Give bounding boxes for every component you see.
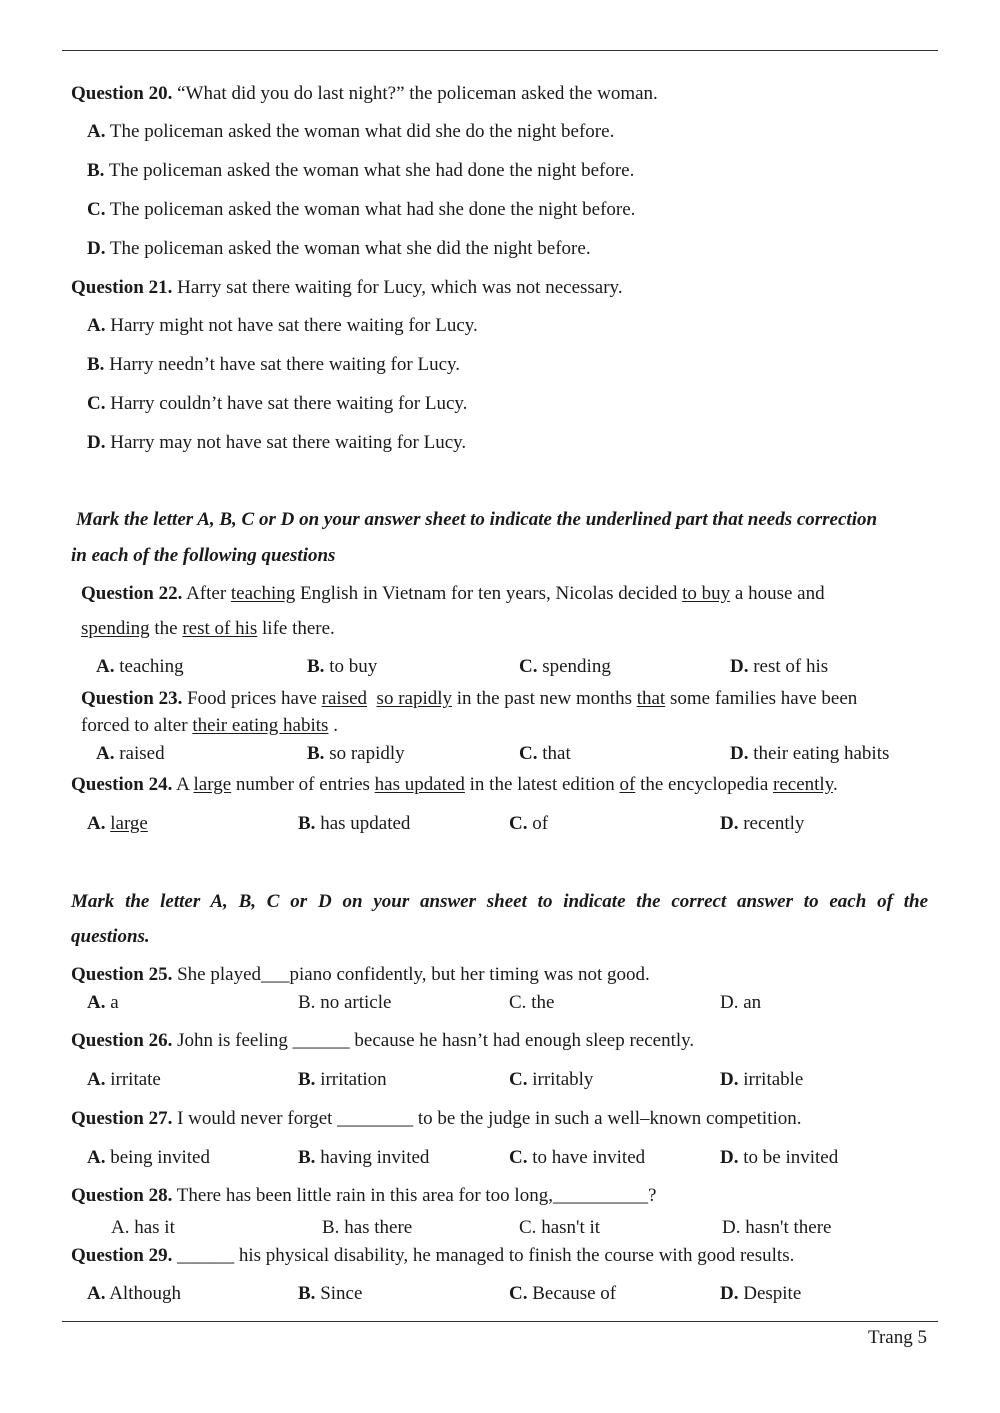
option-letter: C. — [509, 1069, 528, 1090]
text-part — [367, 688, 377, 709]
q21-option-c[interactable] — [87, 392, 467, 416]
option-text: Harry may not have sat there waiting for Lucy. — [110, 432, 467, 453]
instruction-answer-line1: Mark the letter A, B, C or D on your answer sheet to indicate the correct answer to each of the — [71, 891, 928, 912]
option-letter: C. — [509, 813, 528, 834]
question-label: Question 27. — [71, 1108, 173, 1129]
option-letter: A. — [87, 1147, 106, 1168]
q26-option-d[interactable] — [720, 1068, 803, 1092]
option-letter: C. — [509, 1283, 528, 1304]
option-text: irritation — [320, 1069, 387, 1090]
option-letter: D. — [730, 656, 749, 677]
q25-option-d[interactable] — [720, 991, 761, 1015]
option-letter: A. — [87, 1069, 106, 1090]
option-letter: A. — [96, 656, 115, 677]
option-text: has updated — [320, 813, 411, 834]
question-label: Question 29. — [71, 1245, 173, 1266]
question-text: John is feeling ______ because he hasn’t had enough sleep recently. — [177, 1030, 695, 1051]
q23-option-d[interactable] — [730, 742, 889, 766]
q22-option-b[interactable] — [307, 655, 377, 679]
option-text: that — [542, 743, 571, 764]
option-letter: B. — [298, 1147, 316, 1168]
option-letter: A. — [111, 1217, 130, 1238]
q21-option-b[interactable] — [87, 353, 460, 377]
option-letter: C. — [87, 393, 106, 414]
text-part: . — [832, 774, 838, 795]
q29-option-a[interactable] — [87, 1282, 181, 1306]
option-letter: B. — [298, 1283, 316, 1304]
question-23-continued — [81, 714, 338, 738]
option-letter: B. — [298, 1069, 316, 1090]
instruction-correction-line2: in each of the following questions — [71, 545, 336, 566]
underlined-part: of — [619, 774, 636, 795]
question-29 — [71, 1244, 794, 1268]
q24-option-b[interactable] — [298, 812, 410, 836]
q29-option-c[interactable] — [509, 1282, 616, 1306]
q23-option-a[interactable] — [96, 742, 165, 766]
text-part: English in Vietnam for ten years, Nicolas decided — [295, 583, 683, 604]
underlined-part: large — [193, 774, 232, 795]
option-text: The policeman asked the woman what had she done the night before. — [109, 199, 636, 220]
q27-option-d[interactable] — [720, 1146, 838, 1170]
option-text: Because of — [532, 1283, 617, 1304]
option-letter: D. — [720, 1147, 739, 1168]
q25-option-a[interactable] — [87, 991, 119, 1015]
option-letter: B. — [298, 992, 316, 1013]
option-text: Harry couldn’t have sat there waiting for Lucy. — [110, 393, 468, 414]
option-text: no article — [320, 992, 392, 1013]
underlined-part: spending — [81, 618, 150, 639]
option-letter: B. — [322, 1217, 340, 1238]
option-text: The policeman asked the woman what she had done the night before. — [108, 160, 635, 181]
option-text: of — [532, 813, 549, 834]
option-letter: D. — [722, 1217, 741, 1238]
option-letter: C. — [519, 656, 538, 677]
text-part: in the latest edition — [464, 774, 620, 795]
text-part: the encyclopedia — [635, 774, 774, 795]
option-text: an — [743, 992, 762, 1013]
option-text: irritable — [743, 1069, 804, 1090]
underlined-part: to buy — [682, 583, 731, 604]
q27-option-a[interactable] — [87, 1146, 210, 1170]
option-letter: B. — [298, 813, 316, 834]
text-part: Food prices have — [187, 688, 322, 709]
underlined-part: has updated — [374, 774, 465, 795]
text-part: . — [328, 715, 338, 736]
text-part: number of entries — [231, 774, 375, 795]
question-label: Question 20. — [71, 83, 173, 104]
q21-option-d[interactable] — [87, 431, 466, 455]
q22-option-d[interactable] — [730, 655, 828, 679]
option-text: being invited — [110, 1147, 210, 1168]
option-text: has it — [134, 1217, 175, 1238]
text-part: life there. — [257, 618, 335, 639]
text-part: a house and — [730, 583, 825, 604]
option-letter: D. — [720, 813, 739, 834]
q24-option-a[interactable] — [87, 812, 148, 836]
question-24 — [71, 773, 838, 797]
question-label: Question 26. — [71, 1030, 173, 1051]
option-letter: A. — [87, 813, 106, 834]
option-text: The policeman asked the woman what did she do the night before. — [109, 121, 615, 142]
option-text: to be invited — [743, 1147, 839, 1168]
option-text: large — [110, 813, 148, 834]
question-22 — [81, 582, 825, 606]
question-label: Question 24. — [71, 774, 173, 795]
q20-option-c[interactable] — [87, 198, 635, 222]
question-label: Question 28. — [71, 1185, 173, 1206]
bottom-rule — [62, 1321, 938, 1322]
option-text: Harry might not have sat there waiting for Lucy. — [110, 315, 478, 336]
question-label: Question 21. — [71, 277, 173, 298]
option-letter: C. — [519, 743, 538, 764]
option-text: irritate — [110, 1069, 161, 1090]
question-label: Question 25. — [71, 964, 173, 985]
option-text: has there — [344, 1217, 413, 1238]
option-text: a — [110, 992, 119, 1013]
question-text: Harry sat there waiting for Lucy, which was not necessary. — [177, 277, 623, 298]
q22-option-c[interactable] — [519, 655, 611, 679]
question-21 — [71, 276, 623, 300]
option-letter: D. — [730, 743, 749, 764]
option-text: the — [531, 992, 555, 1013]
q29-option-b[interactable] — [298, 1282, 362, 1306]
text-part: After — [186, 583, 231, 604]
text-part: some families have been — [665, 688, 858, 709]
q24-option-c[interactable] — [509, 812, 548, 836]
option-text: hasn't there — [745, 1217, 832, 1238]
top-rule — [62, 50, 938, 51]
instruction-correction-line1: Mark the letter A, B, C or D on your answer sheet to indicate the underlined part that needs correction — [76, 509, 878, 530]
option-letter: A. — [87, 1283, 106, 1304]
question-text: I would never forget ________ to be the judge in such a well–known competition. — [177, 1108, 802, 1129]
q28-option-c[interactable] — [519, 1216, 600, 1240]
question-text: She played___piano confidently, but her timing was not good. — [177, 964, 650, 985]
q28-option-d[interactable] — [722, 1216, 832, 1240]
q23-option-c[interactable] — [519, 742, 571, 766]
text-part: the — [149, 618, 183, 639]
q26-option-b[interactable] — [298, 1068, 387, 1092]
option-letter: B. — [307, 656, 325, 677]
question-label: Question 22. — [81, 583, 183, 604]
question-label: Question 23. — [81, 688, 183, 709]
q21-option-a[interactable] — [87, 314, 478, 338]
underlined-part: recently — [773, 774, 833, 795]
option-text: Harry needn’t have sat there waiting for Lucy. — [109, 354, 461, 375]
underlined-part: so rapidly — [376, 688, 453, 709]
question-26 — [71, 1029, 694, 1053]
option-text: recently — [743, 813, 805, 834]
underlined-part: raised — [321, 688, 368, 709]
question-27 — [71, 1107, 802, 1131]
q20-option-d[interactable] — [87, 237, 591, 261]
option-letter: A. — [87, 315, 106, 336]
question-text: There has been little rain in this area for too long,__________? — [176, 1185, 657, 1206]
option-letter: D. — [720, 992, 739, 1013]
q27-option-c[interactable] — [509, 1146, 645, 1170]
option-text: The policeman asked the woman what she did the night before. — [109, 238, 591, 259]
q26-option-a[interactable] — [87, 1068, 161, 1092]
question-25 — [71, 963, 650, 987]
option-letter: C. — [509, 1147, 528, 1168]
q28-option-a[interactable] — [111, 1216, 175, 1240]
q26-option-c[interactable] — [509, 1068, 593, 1092]
question-text: ______ his physical disability, he managed to finish the course with good results. — [177, 1245, 795, 1266]
option-text: their eating habits — [753, 743, 890, 764]
page-number: Trang 5 — [868, 1327, 927, 1348]
option-letter: A. — [87, 992, 106, 1013]
option-text: Despite — [743, 1283, 802, 1304]
option-letter: D. — [87, 432, 106, 453]
option-letter: B. — [87, 160, 105, 181]
question-23 — [81, 687, 857, 711]
option-letter: D. — [720, 1283, 739, 1304]
question-22-continued — [81, 617, 335, 641]
text-part: A — [176, 774, 194, 795]
option-letter: C. — [87, 199, 106, 220]
option-text: having invited — [320, 1147, 430, 1168]
option-letter: A. — [87, 121, 106, 142]
question-28 — [71, 1184, 656, 1208]
text-part: forced to alter — [81, 715, 193, 736]
option-letter: B. — [307, 743, 325, 764]
instruction-answer-line2: questions. — [71, 926, 150, 947]
underlined-part: their eating habits — [192, 715, 329, 736]
underlined-part: rest of his — [182, 618, 258, 639]
q22-option-a[interactable] — [96, 655, 184, 679]
option-text: teaching — [119, 656, 184, 677]
q20-option-a[interactable] — [87, 120, 614, 144]
option-text: hasn't it — [541, 1217, 601, 1238]
option-text: raised — [119, 743, 165, 764]
question-text: “What did you do last night?” the policeman asked the woman. — [177, 83, 658, 104]
underlined-part: teaching — [230, 583, 296, 604]
option-text: spending — [542, 656, 611, 677]
underlined-part: that — [636, 688, 666, 709]
option-letter: D. — [720, 1069, 739, 1090]
option-text: Since — [320, 1283, 363, 1304]
q29-option-d[interactable] — [720, 1282, 801, 1306]
option-letter: A. — [96, 743, 115, 764]
q25-option-c[interactable] — [509, 991, 554, 1015]
option-letter: B. — [87, 354, 105, 375]
option-text: irritably — [532, 1069, 594, 1090]
option-text: rest of his — [753, 656, 829, 677]
q25-option-b[interactable] — [298, 991, 391, 1015]
question-20 — [71, 82, 658, 106]
option-letter: C. — [509, 992, 527, 1013]
q23-option-b[interactable] — [307, 742, 405, 766]
option-text: so rapidly — [329, 743, 405, 764]
option-letter: C. — [519, 1217, 537, 1238]
option-text: to buy — [329, 656, 378, 677]
text-part: in the past new months — [452, 688, 637, 709]
q20-option-b[interactable] — [87, 159, 634, 183]
option-text: to have invited — [532, 1147, 646, 1168]
q28-option-b[interactable] — [322, 1216, 412, 1240]
option-letter: D. — [87, 238, 106, 259]
q24-option-d[interactable] — [720, 812, 804, 836]
q27-option-b[interactable] — [298, 1146, 429, 1170]
option-text: Although — [109, 1283, 181, 1304]
